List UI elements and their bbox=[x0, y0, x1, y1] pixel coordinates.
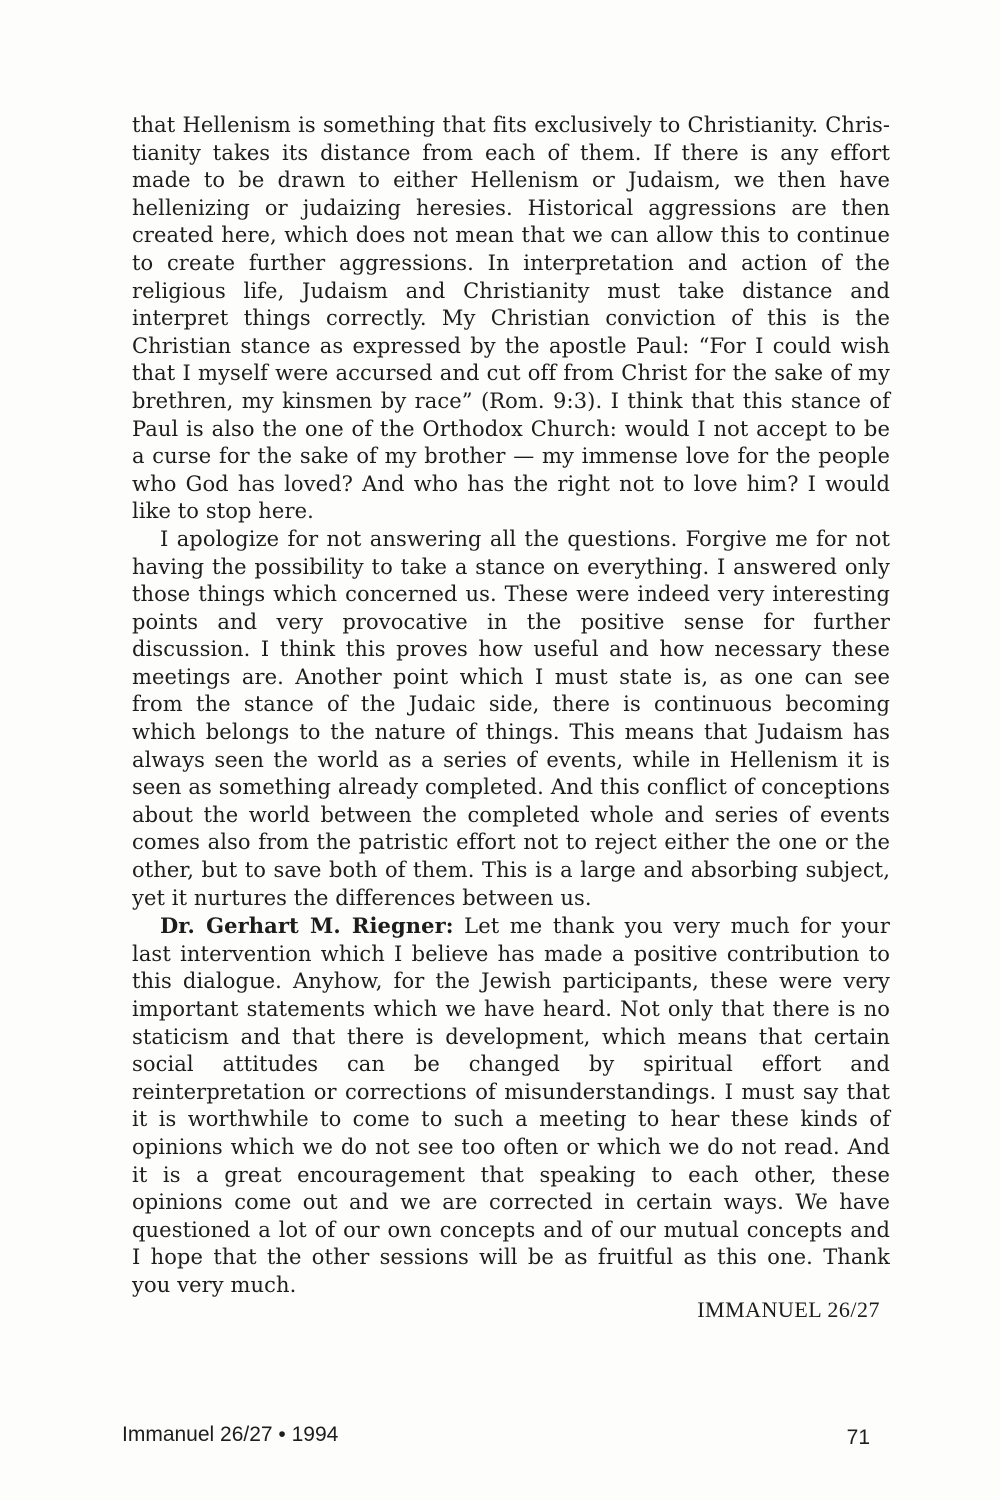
page-number: 71 bbox=[846, 1426, 870, 1449]
paragraph-text: Let me thank you very much for your last intervention which I believe has made a positive contribution to this dialogue. Anyhow, for the Jewish participants, these were very important statements which we have heard. Not only that there is no staticism and that there is development, which means that certain social attitudes can be changed by spiritual effort and reinterpretation or corrections of misunderstandings. I must say that it is worthwhile to come to such a meeting to hear these kinds of opinions which we do not see too often or which we do not read. And it is a great encouragement that speaking to each other, these opinions come out and we are corrected in certain ways. We have questioned a lot of our own concepts and of our mutual concepts and I hope that the other sessions will be as fruitful as this one. Thank you very much. bbox=[132, 914, 890, 1297]
body-text bbox=[132, 112, 890, 1300]
source-signature: IMMANUEL 26/27 bbox=[697, 1297, 880, 1322]
paragraph-riegner bbox=[132, 912, 890, 1299]
paragraph-text: that Hellenism is something that fits exclusively to Christianity. Christianity takes its distance from each of them. If there is any effort made to be drawn to either Hellenism or Judaism, we then have hellenizing or judaizing heresies. Historical aggressions are then created here, which does not mean that we can allow this to continue to create further aggressions. In interpretation and action of the religious life, Judaism and Christianity must take distance and interpret things correctly. My Christian conviction of this is the Christian stance as expressed by the apostle Paul: “For I could wish that I myself were accursed and cut off from Christ for the sake of my brethren, my kinsmen by race” (Rom. 9:3). I think that this stance of Paul is also the one of the Orthodox Church: would I not accept to be a curse for the sake of my brother — my immense love for the people who God has loved? And who has the right not to love him? I would like to stop here. bbox=[132, 113, 890, 524]
footer-journal: Immanuel 26/27 • 1994 bbox=[122, 1423, 339, 1446]
paragraph-apology bbox=[132, 526, 890, 912]
paragraph-continuation bbox=[132, 112, 890, 526]
speaker-name: Dr. Gerhart M. Riegner: bbox=[160, 913, 454, 939]
paragraph-text: I apologize for not answering all the questions. Forgive me for not having the possibility to take a stance on everything. I answered only those things which concerned us. These were indeed very interesting points and very provocative in the positive sense for further discussion. I think this proves how useful and how necessary these meetings are. Another point which I must state is, as one can see from the stance of the Judaic side, there is continuous becoming which belongs to the nature of things. This means that Judaism has always seen the world as a series of events, while in Hellenism it is seen as something already completed. And this conflict of conceptions about the world between the completed whole and series of events comes also from the patristic effort not to reject either the one or the other, but to save both of them. This is a large and absorbing subject, yet it nurtures the differences between us. bbox=[132, 526, 890, 910]
